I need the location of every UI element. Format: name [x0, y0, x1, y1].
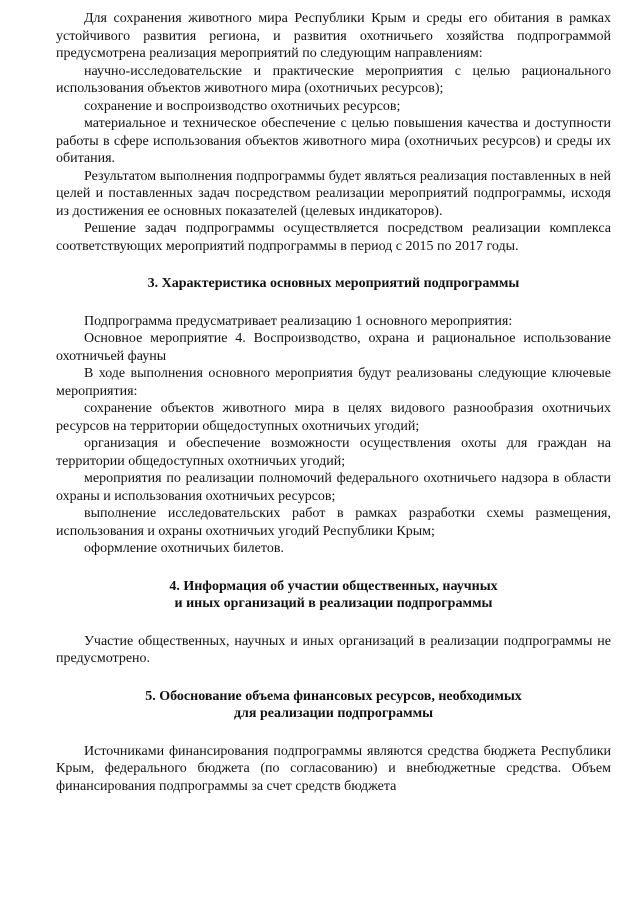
- paragraph-material-support: материальное и техническое обеспечение с целью повышения качества и доступности работы в сфере использования объектов животного мира (охотничьих ресурсов) и среды их обитания.: [56, 116, 611, 166]
- spacer: [56, 668, 611, 688]
- section-3-heading: 3. Характеристика основных мероприятий подпрограммы: [147, 276, 520, 291]
- section-5-heading-line1: 5. Обоснование объема финансовых ресурсов, необходимых: [145, 688, 522, 704]
- paragraph-main-activity-4: Основное мероприятие 4. Воспроизводство, охрана и рациональное использование охотничьей фауны: [56, 331, 611, 364]
- paragraph-participation: Участие общественных, научных и иных организаций в реализации подпрограммы не предусмотрено.: [56, 633, 611, 666]
- paragraph-result: Результатом выполнения подпрограммы будет являться реализация поставленных в ней целей и поставленных задач посредством реализации мероприятий подпрограммы, исходя из достижения ее основных показателей (целевых индикаторов).: [56, 168, 611, 219]
- list-item-hunting-organization: организация и обеспечение возможности осуществления охоты для граждан на территории общедоступных охотничьих угодий;: [56, 436, 611, 469]
- document-page: [56, 10, 611, 795]
- paragraph-habitat-intro: Для сохранения животного мира Республики Крым и среды его обитания в рамках устойчивого развития региона, и развития охотничьего хозяйства подпрограммой предусмотрена реализация мероприятий по следующим направлениям:: [56, 11, 611, 61]
- list-item-preservation: сохранение объектов животного мира в целях видового разнообразия охотничьих ресурсов на территории общедоступных охотничьих угодий;: [56, 401, 611, 434]
- list-item-supervision: мероприятия по реализации полномочий федерального охотничьего надзора в области охраны и использования охотничьих ресурсов;: [56, 471, 611, 504]
- paragraph-task-solution: Решение задач подпрограммы осуществляется посредством реализации комплекса соответствующих мероприятий подпрограммы в период с 2015 по 2017 годы.: [56, 221, 611, 254]
- spacer: [56, 255, 611, 275]
- spacer: [56, 558, 611, 578]
- paragraph-main-activity-count: Подпрограмма предусматривает реализацию 1 основного мероприятия:: [84, 313, 513, 329]
- section-4-heading: [56, 578, 611, 613]
- list-item-hunting-tickets: оформление охотничьих билетов.: [84, 541, 284, 556]
- spacer: [56, 293, 611, 313]
- section-5-heading-line2: для реализации подпрограммы: [233, 706, 434, 721]
- paragraph-conservation: сохранение и воспроизводство охотничьих ресурсов;: [84, 98, 401, 114]
- section-5-heading: [56, 688, 611, 723]
- spacer: [56, 723, 611, 743]
- section-4-heading-line2: и иных организаций в реализации подпрограммы: [174, 596, 493, 611]
- paragraph-funding-sources: Источниками финансирования подпрограммы являются средства бюджета Республики Крым, федерального бюджета (по согласованию) и внебюджетные средства. Объем финансирования подпрограммы за счет средств бюджета: [56, 743, 611, 794]
- list-item-research-works: выполнение исследовательских работ в рамках разработки схемы размещения, использования и охраны охотничьих угодий Республики Крым;: [56, 506, 611, 539]
- spacer: [56, 613, 611, 633]
- paragraph-key-activities-intro: В ходе выполнения основного мероприятия будут реализованы следующие ключевые мероприятия:: [56, 366, 611, 399]
- section-4-heading-line1: 4. Информация об участии общественных, научных: [169, 578, 498, 594]
- paragraph-research-measures: научно-исследовательские и практические мероприятия с целью рационального использования объектов животного мира (охотничьих ресурсов);: [56, 63, 611, 96]
